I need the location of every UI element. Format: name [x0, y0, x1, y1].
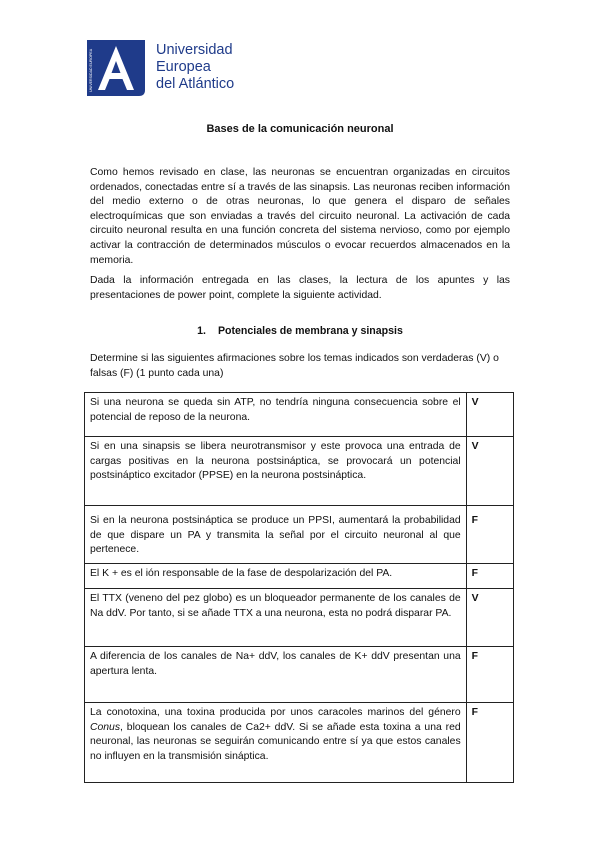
answer-cell: V [466, 437, 513, 506]
section-heading [0, 325, 600, 337]
statement-italic-genus: Conus [90, 721, 121, 733]
answer-cell: F [466, 647, 513, 703]
table-row [85, 437, 514, 506]
logo-wordmark [156, 42, 234, 93]
logo-line-3: del Atlántico [156, 76, 235, 92]
statement-cell: Si en la neurona postsináptica se produce un PPSI, aumentará la probabilidad de que dispare un PA y transmita la señal por el circuito neuronal al que pertenece. [85, 506, 467, 564]
answer-cell: V [466, 589, 513, 647]
statement-cell: Si en una sinapsis se libera neurotransmisor y este provoca una entrada de cargas positivas en la neurona postsináptica, se provocará un potencial postsináptico excitador (PPSE) en la neurona postsináptica. [85, 437, 467, 506]
statement-text-pre: La conotoxina, una toxina producida por unos caracoles marinos del género [90, 707, 461, 718]
answer-cell: F [466, 703, 513, 783]
table-row [85, 589, 514, 647]
logo-mark-icon [85, 40, 147, 96]
question-prompt: Determine si las siguientes afirmaciones sobre los temas indicados son verdaderas (V) o falsas (F) (1 punto cada una) [90, 353, 499, 379]
section-title: Potenciales de membrana y sinapsis [217, 325, 403, 337]
table-row [85, 506, 514, 564]
true-false-table [84, 392, 514, 783]
intro-paragraph: Como hemos revisado en clase, las neuronas se encuentran organizadas en circuitos ordenados, conectadas entre sí a través de las sinapsis. Las neuronas reciben información del medio externo o de otras neuronas, lo que genera el disparo de señales electroquímicas que son enviadas a través del circuito neuronal. La activación de cada circuito neuronal resulta en una función concreta del sistema nervioso, como por ejemplo activar la contracción de determinados músculos o evocar recuerdos almacenados en la memoria. [90, 167, 510, 266]
section-number: 1. [197, 325, 206, 337]
statement-cell: El K + es el ión responsable de la fase de despolarización del PA. [85, 564, 467, 589]
statement-cell: Si una neurona se queda sin ATP, no tendría ninguna consecuencia sobre el potencial de reposo de la neurona. [85, 393, 467, 437]
instructions-paragraph: Dada la información entregada en las clases, la lectura de los apuntes y las presentaciones de power point, complete la siguiente actividad. [90, 275, 510, 301]
table-row [85, 647, 514, 703]
logo-mark-text: UNIVERSIDAD EUROPEA [89, 48, 93, 92]
logo-line-2: Europea [156, 59, 211, 75]
logo-line-1: Universidad [156, 42, 233, 58]
table-row [85, 703, 514, 783]
table-row [85, 564, 514, 589]
statement-text-post: , bloquean los canales de Ca2+ ddV. Si se añade esta toxina a una red neuronal, las neuronas se seguirán comunicando entre sí ya que estos canales no influyen en la transmisión sináptica. [90, 721, 461, 762]
statement-cell: A diferencia de los canales de Na+ ddV, los canales de K+ ddV presentan una apertura lenta. [85, 647, 467, 703]
university-logo [85, 40, 265, 96]
answer-cell: F [466, 564, 513, 589]
statement-cell [85, 703, 467, 783]
answer-cell: V [466, 393, 513, 437]
answer-cell: F [466, 506, 513, 564]
table-row [85, 393, 514, 437]
statement-cell: El TTX (veneno del pez globo) es un bloqueador permanente de los canales de Na ddV. Por tanto, si se añade TTX a una neurona, esta no podrá disparar PA. [85, 589, 467, 647]
document-title: Bases de la comunicación neuronal [206, 123, 394, 135]
